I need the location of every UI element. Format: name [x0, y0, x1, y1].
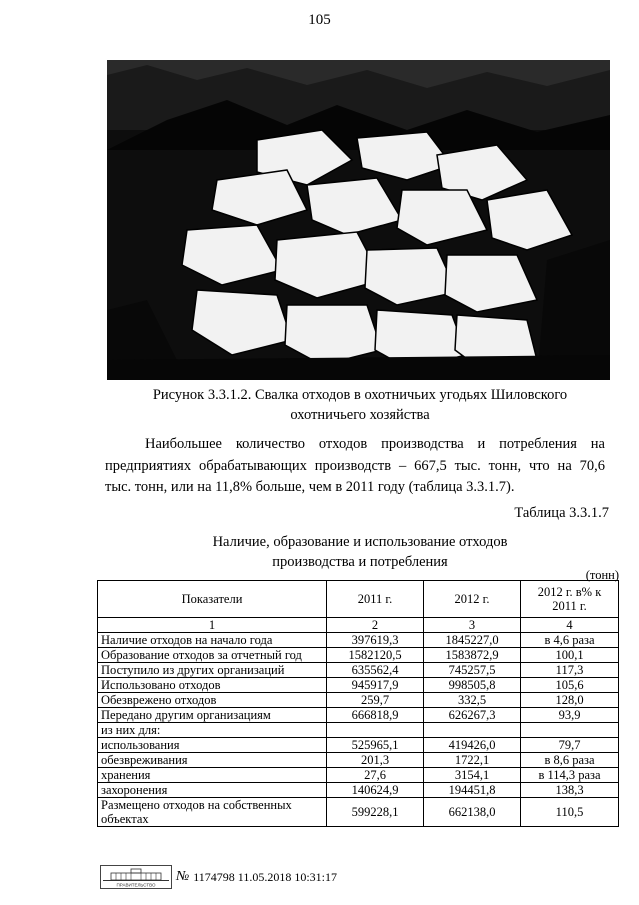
header-ratio: 2012 г. в% к 2011 г. [521, 581, 619, 618]
value-2012: 1583872,9 [424, 648, 521, 663]
table-row [98, 723, 619, 738]
table-title-line-2: производства и потребления [272, 554, 448, 570]
value-2012 [424, 723, 521, 738]
row-label: из них для: [98, 723, 327, 738]
value-2011: 259,7 [327, 693, 424, 708]
value-2012: 745257,5 [424, 663, 521, 678]
index-cell: 2 [327, 618, 424, 633]
table-row [98, 798, 619, 827]
index-cell: 4 [521, 618, 619, 633]
row-label: использования [98, 738, 327, 753]
index-cell: 1 [98, 618, 327, 633]
row-label: Обезврежено отходов [98, 693, 327, 708]
body-paragraph [105, 434, 605, 499]
page-number: 105 [308, 12, 331, 28]
table-row [98, 768, 619, 783]
row-label: Размещено отходов на собственных объектах [98, 798, 327, 827]
value-ratio: 138,3 [521, 783, 619, 798]
table-row [98, 648, 619, 663]
row-label: Образование отходов за отчетный год [98, 648, 327, 663]
row-label: Поступило из других организаций [98, 663, 327, 678]
value-2012: 998505,8 [424, 678, 521, 693]
row-label: Передано другим организациям [98, 708, 327, 723]
value-2011: 666818,9 [327, 708, 424, 723]
value-2011: 945917,9 [327, 678, 424, 693]
table-row [98, 753, 619, 768]
value-ratio: 128,0 [521, 693, 619, 708]
table-row [98, 693, 619, 708]
value-2011: 140624,9 [327, 783, 424, 798]
value-2012: 194451,8 [424, 783, 521, 798]
value-2012: 1845227,0 [424, 633, 521, 648]
table-header-row [98, 581, 619, 618]
paragraph-line-1: Наибольшее количество отходов производства и потребления на [145, 436, 605, 452]
value-2011: 1582120,5 [327, 648, 424, 663]
index-cell: 3 [424, 618, 521, 633]
caption-line-1: Рисунок 3.3.1.2. Свалка отходов в охотничьих угодьях Шиловского [152, 387, 568, 403]
units-label: (тонн) [585, 568, 619, 582]
header-2012: 2012 г. [424, 581, 521, 618]
row-label: захоронения [98, 783, 327, 798]
value-2011: 635562,4 [327, 663, 424, 678]
value-2011: 397619,3 [327, 633, 424, 648]
value-2012: 3154,1 [424, 768, 521, 783]
value-ratio [521, 723, 619, 738]
value-2012: 419426,0 [424, 738, 521, 753]
table-title [100, 532, 620, 572]
document-number-mark: № [176, 869, 190, 884]
table-title-line-1: Наличие, образование и использование отходов [212, 534, 508, 550]
value-ratio: в 8,6 раза [521, 753, 619, 768]
value-ratio: в 4,6 раза [521, 633, 619, 648]
value-2012: 626267,3 [424, 708, 521, 723]
document-footer [100, 865, 520, 889]
header-2011: 2011 г. [327, 581, 424, 618]
paragraph-line-3: тыс. тонн, или на 11,8% больше, чем в 2011 году (таблица 3.3.1.7). [105, 479, 515, 495]
row-label: Использовано отходов [98, 678, 327, 693]
row-label: хранения [98, 768, 327, 783]
table-label: Таблица 3.3.1.7 [514, 505, 609, 521]
value-ratio: 117,3 [521, 663, 619, 678]
value-ratio: 110,5 [521, 798, 619, 827]
table-row [98, 738, 619, 753]
figure-caption [100, 385, 620, 425]
table-index-row [98, 618, 619, 633]
svg-text:ПРАВИТЕЛЬСТВО: ПРАВИТЕЛЬСТВО [116, 882, 156, 888]
header-indicator: Показатели [98, 581, 327, 618]
table-row [98, 663, 619, 678]
value-2011: 525965,1 [327, 738, 424, 753]
value-2012: 662138,0 [424, 798, 521, 827]
table-row [98, 678, 619, 693]
value-ratio: 79,7 [521, 738, 619, 753]
value-ratio: 93,9 [521, 708, 619, 723]
table-row [98, 633, 619, 648]
value-2011: 201,3 [327, 753, 424, 768]
value-ratio: в 114,3 раза [521, 768, 619, 783]
caption-line-2: охотничьего хозяйства [290, 407, 430, 423]
table-row [98, 783, 619, 798]
government-building-seal-icon [100, 865, 172, 889]
value-2012: 1722,1 [424, 753, 521, 768]
document-stamp-text: 1174798 11.05.2018 10:31:17 [193, 869, 337, 884]
value-2011: 27,6 [327, 768, 424, 783]
row-label: обезвреживания [98, 753, 327, 768]
row-label: Наличие отходов на начало года [98, 633, 327, 648]
value-2011: 599228,1 [327, 798, 424, 827]
waste-table [97, 580, 619, 827]
value-2011 [327, 723, 424, 738]
paragraph-line-2: предприятиях обрабатывающих производств – 667,5 тыс. тонн, что на 70,6 [105, 457, 605, 474]
value-2012: 332,5 [424, 693, 521, 708]
table-row [98, 708, 619, 723]
value-ratio: 105,6 [521, 678, 619, 693]
waste-dump-photo [107, 60, 610, 380]
value-ratio: 100,1 [521, 648, 619, 663]
